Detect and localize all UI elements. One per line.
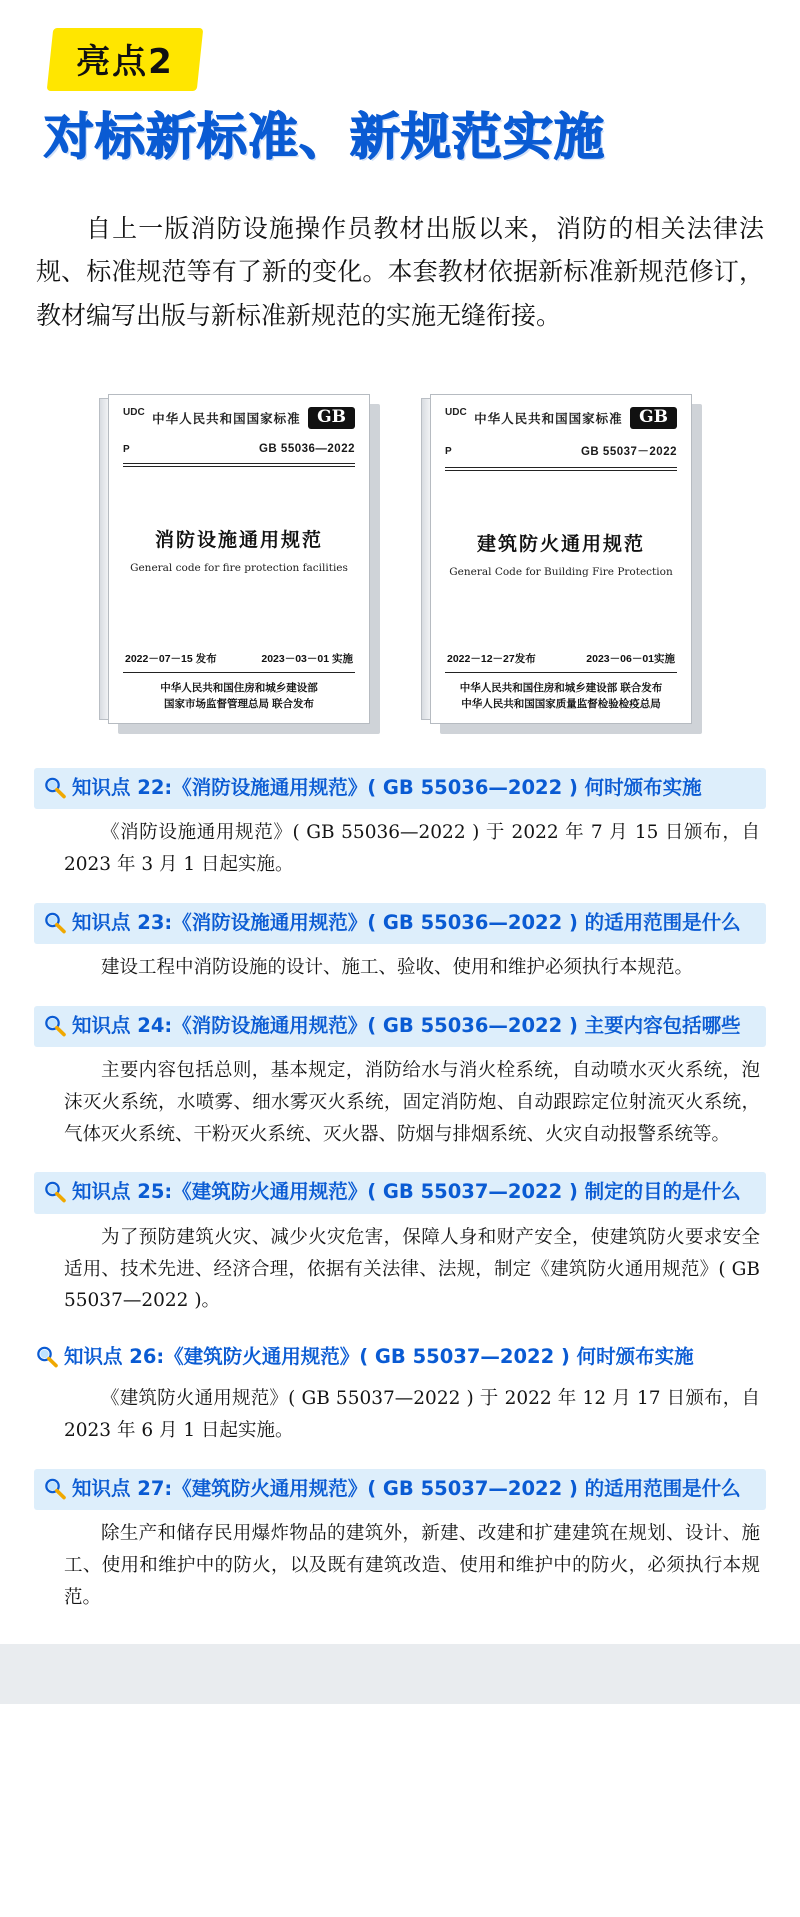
gb-logo: GB: [308, 407, 355, 430]
cover-divider-thin: [445, 470, 677, 471]
knowledge-point-body: 主要内容包括总则，基本规定，消防给水与消火栓系统，自动喷水灭火系统，泡沫灭火系统，水喷雾、细水雾灭火系统，固定消防炮、自动跟踪定位射流灭火系统，气体灭火系统、干粉灭火系统、灭火器、防烟与排烟系统、火灾自动报警系统等。: [64, 1059, 760, 1145]
badge-label: 亮点2: [76, 42, 174, 82]
knowledge-point-title: 知识点 23:《消防设施通用规范》( GB 55036—2022 ) 的适用范围是什么: [72, 910, 741, 934]
knowledge-point-header: [34, 1172, 766, 1213]
knowledge-point-title: 知识点 27:《建筑防火通用规范》( GB 55037—2022 ) 的适用范围是什么: [72, 1477, 741, 1501]
cover-top-row: [123, 407, 355, 430]
badge-shape: [47, 28, 203, 91]
cover-publisher-line-1: 中华人民共和国住房和城乡建设部 联合发布: [459, 682, 663, 695]
magnifier-icon: [42, 1179, 68, 1205]
cover-p-label: P: [445, 445, 452, 457]
cover-date-row: [445, 651, 677, 672]
bottom-band: [0, 1644, 800, 1704]
book-cover-face: [430, 394, 692, 724]
knowledge-point-item: [34, 1006, 766, 1151]
cover-publisher-line-1: 中华人民共和国住房和城乡建设部: [160, 682, 318, 695]
knowledge-point-header: [34, 1469, 766, 1510]
intro-paragraph: 自上一版消防设施操作员教材出版以来，消防的相关法律法规、标准规范等有了新的变化。本套教材依据新标准新规范修订，教材编写出版与新标准新规范的实施无缝衔接。: [36, 213, 764, 330]
knowledge-point-title: 知识点 24:《消防设施通用规范》( GB 55036—2022 ) 主要内容包括哪些: [72, 1013, 741, 1037]
knowledge-point-body: 《建筑防火通用规范》( GB 55037—2022 ) 于 2022 年 12 月 17 日颁布，自 2023 年 6 月 1 日起实施。: [64, 1388, 760, 1442]
knowledge-point-body: 《消防设施通用规范》( GB 55036—2022 ) 于 2022 年 7 月 15 日颁布，自 2023 年 3 月 1 日起实施。: [64, 822, 760, 875]
cover-standard-code: GB 55036—2022: [258, 443, 355, 456]
magnifier-icon: [42, 775, 68, 801]
cover-effective-date: 2023－03－01 实施: [261, 653, 353, 666]
knowledge-point-title: 知识点 25:《建筑防火通用规范》( GB 55037—2022 ) 制定的目的是什么: [72, 1180, 741, 1204]
cover-standard-code: GB 55037－2022: [580, 446, 677, 459]
cover-divider: [123, 463, 355, 464]
knowledge-point-item: [34, 1339, 766, 1447]
cover-udc-label: UDC: [123, 406, 145, 418]
book-cover-face: [108, 394, 370, 724]
cover-udc-label: UDC: [445, 406, 467, 418]
cover-issue-date: 2022－12－27发布: [447, 653, 536, 666]
cover-divider: [445, 467, 677, 468]
knowledge-point-body: 建设工程中消防设施的设计、施工、验收、使用和维护必须执行本规范。: [101, 956, 694, 978]
magnifier-icon: [42, 910, 68, 936]
knowledge-point-header: [34, 1006, 766, 1047]
cover-publisher-line-2: 中华人民共和国国家质量监督检验检疫总局: [461, 698, 661, 710]
knowledge-point-title: 知识点 22:《消防设施通用规范》( GB 55036—2022 ) 何时颁布实施: [72, 775, 702, 799]
gb-logo: GB: [630, 407, 677, 430]
cover-issue-date: 2022－07－15 发布: [125, 653, 217, 666]
knowledge-point-item: [34, 768, 766, 881]
knowledge-point-body: 除生产和储存民用爆炸物品的建筑外，新建、改建和扩建建筑在规划、设计、施工、使用和维护中的防火，以及既有建筑改造、使用和维护中的防火，必须执行本规范。: [64, 1523, 760, 1608]
knowledge-point-header: [34, 903, 766, 944]
knowledge-point-title: 知识点 26:《建筑防火通用规范》( GB 55037—2022 ) 何时颁布实施: [64, 1345, 694, 1369]
magnifier-icon: [34, 1344, 60, 1370]
cover-nation-line: 中华人民共和国国家标准: [474, 411, 623, 426]
magnifier-icon: [42, 1013, 68, 1039]
cover-code-row: [123, 443, 355, 455]
cover-title-en: General Code for Building Fire Protection: [449, 566, 673, 579]
knowledge-point-body: 为了预防建筑火灾、减少火灾危害，保障人身和财产安全，使建筑防火要求安全适用、技术先进、经济合理，依据有关法律、法规，制定《建筑防火通用规范》( GB 55037—2022 )。: [64, 1226, 760, 1312]
page-title: 对标新标准、新规范实施: [44, 108, 605, 166]
knowledge-point-item: [34, 1172, 766, 1317]
knowledge-point-item: [34, 903, 766, 984]
book-cover-1: [108, 394, 370, 724]
cover-nation-line: 中华人民共和国国家标准: [152, 411, 301, 426]
highlight-badge: [50, 28, 200, 91]
header: [0, 0, 800, 167]
cover-publisher-line-2: 国家市场监督管理总局 联合发布: [164, 698, 314, 710]
book-cover-group: [0, 394, 800, 724]
knowledge-point-item: [34, 1469, 766, 1614]
cover-top-row: [445, 407, 677, 430]
knowledge-point-header: [34, 1339, 766, 1375]
book-cover-2: [430, 394, 692, 724]
cover-publisher: [445, 672, 677, 713]
knowledge-point-header: [34, 768, 766, 809]
cover-effective-date: 2023－06－01实施: [586, 653, 675, 666]
cover-code-row: [445, 443, 677, 459]
cover-p-label: P: [123, 443, 130, 455]
cover-title-en: General code for fire protection facilities: [130, 562, 348, 575]
knowledge-point-list: [34, 768, 766, 1614]
cover-title: 建筑防火通用规范: [476, 534, 645, 556]
cover-divider-thin: [123, 466, 355, 467]
cover-date-row: [123, 651, 355, 672]
magnifier-icon: [42, 1476, 68, 1502]
cover-title: 消防设施通用规范: [154, 530, 323, 552]
cover-publisher: [123, 672, 355, 713]
